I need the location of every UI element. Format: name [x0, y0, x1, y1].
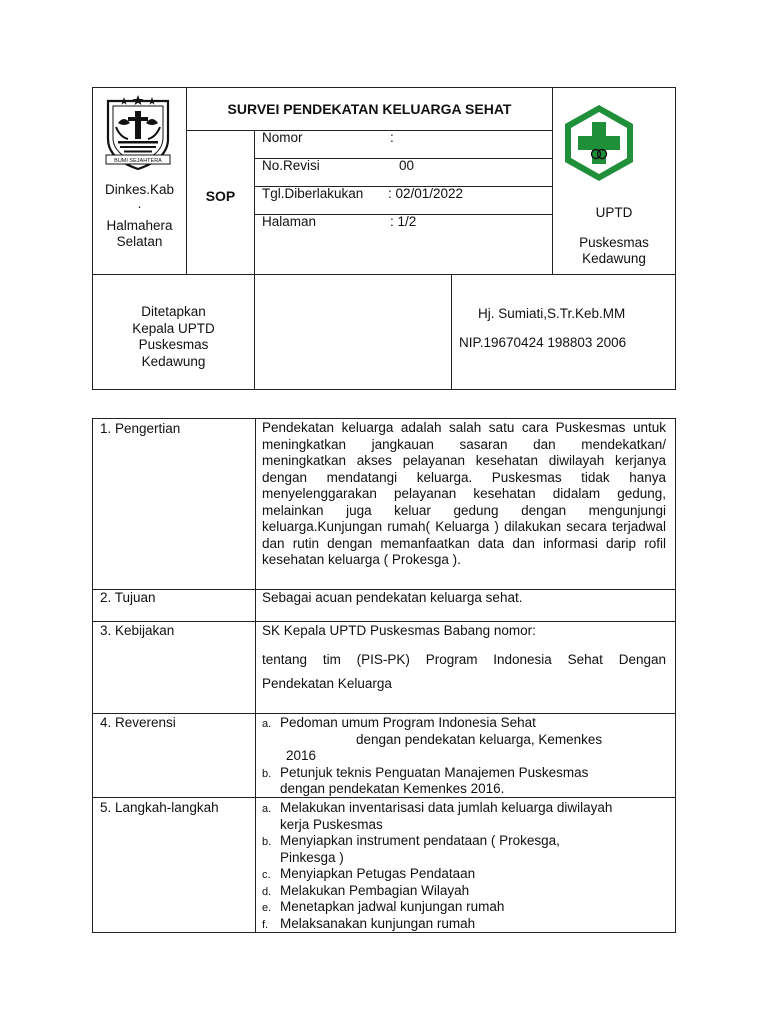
list-item: c. Menyiapkan Petugas Pendataan	[262, 866, 476, 881]
list-item: b. Menyiapkan instrument pendataan ( Prokesga, Pinkesga )	[262, 833, 560, 865]
reverensi-list	[256, 715, 666, 798]
list-item: a. Pedoman umum Program Indonesia Sehat dengan pendekatan keluarga, Kemenkes 2016	[262, 715, 603, 763]
section-pengertian-text: Pendekatan keluarga adalah salah satu cara Puskesmas untuk meningkatkan jangkauan sasaran dan mendekatkan/ meningkatkan akses pelayanan kesehatan diwilayah kerjanya dengan mendatangi keluarga. Puskesmas tidak hanya menyelenggarakan pelayanan kesehatan didalam gedung, melainkan juga keluar gedung dengan mengunjungi keluarga.Kunjungan rumah( Keluarga ) dilakukan secara terjadwal dan rutin dengan memanfaatkan data dan informasi darip rofil kesehatan keluarga ( Prokesga ).	[262, 420, 666, 567]
meta-row-halaman: Halaman : 1/2	[262, 214, 417, 229]
section-pengertian-label: 1. Pengertian	[100, 421, 181, 436]
meta-row-revisi: No.Revisi 00	[262, 158, 415, 173]
list-item: a. Melakukan inventarisasi data jumlah keluarga diwilayah kerja Puskesmas	[262, 800, 613, 832]
langkah-list	[256, 800, 616, 932]
signer-nip: NIP.19670424 198803 2006	[459, 335, 627, 350]
section-reverensi-label: 4. Reverensi	[100, 715, 176, 730]
unit-name: UPTD Puskesmas Kedawung	[579, 205, 649, 266]
section-tujuan-text: Sebagai acuan pendekatan keluarga sehat.	[262, 590, 523, 605]
list-item: d. Melakukan Pembagian Wilayah	[262, 882, 470, 898]
approval-label: Ditetapkan Kepala UPTD Puskesmas Kedawung	[132, 304, 215, 369]
list-item: f. Melaksanakan kunjungan rumah	[262, 915, 476, 931]
meta-row-nomor: Nomor :	[262, 130, 394, 145]
section-kebijakan-label: 3. Kebijakan	[100, 623, 175, 638]
puskesmas-logo	[561, 102, 637, 184]
crest-motto: BUMI SEJAHTERA	[114, 158, 162, 164]
section-kebijakan-text	[262, 623, 666, 696]
kebijakan-paragraph-1: SK Kepala UPTD Puskesmas Babang nomor:	[262, 623, 536, 638]
meta-row-tanggal: Tgl.Diberlakukan : 02/01/2022	[262, 186, 464, 201]
signer-name: Hj. Sumiati,S.Tr.Keb.MM	[478, 306, 626, 321]
kebijakan-paragraph-2: tentang tim (PIS-PK) Program Indonesia Sehat Dengan Pendekatan Keluarga	[262, 651, 666, 691]
regency-crest-logo	[100, 93, 176, 173]
sop-label: SOP	[205, 188, 236, 204]
list-item: e. Menetapkan jadwal kunjungan rumah	[262, 899, 505, 914]
section-tujuan-label: 2. Tujuan	[100, 590, 156, 605]
list-item: b. Petunjuk teknis Penguatan Manajemen Puskesmas dengan pendekatan Kemenkes 2016.	[262, 764, 589, 796]
org-name: Dinkes.Kab . Halmahera Selatan	[104, 182, 175, 249]
section-langkah-label: 5. Langkah-langkah	[100, 800, 219, 815]
page-title: SURVEI PENDEKATAN KELUARGA SEHAT	[227, 101, 512, 117]
